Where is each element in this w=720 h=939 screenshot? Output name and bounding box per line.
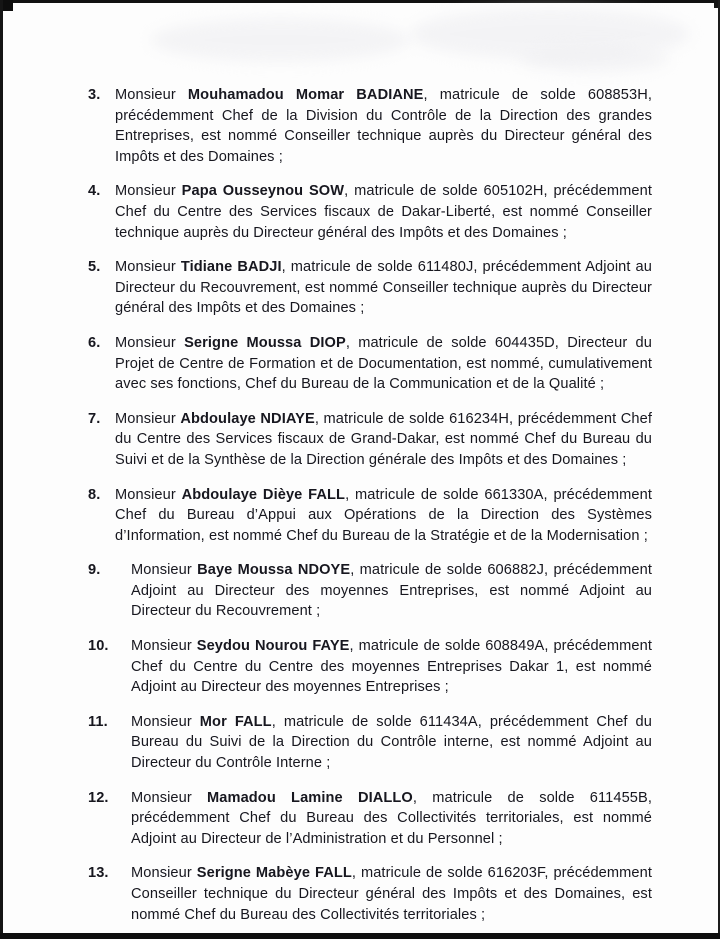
person-name: Mamadou Lamine DIALLO (207, 789, 413, 806)
appointment-item (88, 181, 652, 243)
item-number: 11. (88, 713, 108, 730)
item-number: 10. (88, 638, 109, 655)
item-rest: , matricule de solde 608849A, précédemment Chef du Centre du Centre des moyennes Entreprises Dakar 1, est nommé Adjoint au Directeur des moyennes Entreprises ; (131, 638, 652, 696)
item-text (115, 409, 652, 471)
item-text (131, 863, 652, 925)
item-prefix: Monsieur (115, 87, 188, 103)
item-text (131, 712, 652, 774)
item-rest: , matricule de solde 661330A, précédemment Chef du Bureau d’Appui aux Opérations de la Direction des Systèmes d’Information, est nommé Chef du Bureau de la Stratégie et de la Modernisation ; (115, 486, 652, 544)
appointment-item (88, 85, 652, 167)
item-rest: , matricule de solde 606882J, précédemment Adjoint au Directeur des moyennes Entreprises, est nommé Adjoint au Directeur du Recouvrement ; (131, 562, 652, 620)
item-rest: , matricule de solde 604435D, Directeur du Projet de Centre de Formation et de Documentation, est nommé, cumulativement avec ses fonctions, Chef du Bureau de la Communication et de la Qualité ; (115, 334, 652, 393)
person-name: Tidiane BADJI (180, 259, 282, 276)
item-rest: , matricule de solde 616203F, précédemment Conseiller technique du Directeur général des Impôts et des Domaines, est nommé Chef du Bureau des Collectivités territoriales ; (131, 865, 652, 923)
item-rest: , matricule de solde 611455B, précédemment Chef du Bureau des Collectivités territoriales, est nommé Adjoint au Directeur de l’Administration et du Personnel ; (131, 789, 652, 847)
item-text (115, 257, 652, 319)
appointment-item (88, 863, 652, 925)
item-text (115, 181, 652, 243)
person-name: Seydou Nourou FAYE (196, 638, 350, 655)
person-name: Serigne Mabèye FALL (196, 865, 352, 882)
appointment-item (88, 409, 652, 471)
item-rest: , matricule de solde 605102H, précédemment Chef du Centre des Services fiscaux de Dakar-Liberté, est nommé Conseiller technique auprès du Directeur général des Impôts et des Domaines ; (115, 183, 653, 241)
appointment-item (88, 788, 652, 850)
item-number: 9. (88, 562, 101, 579)
item-prefix: Monsieur (115, 486, 182, 503)
appointment-item (88, 636, 652, 698)
item-text (115, 333, 652, 395)
item-number: 4. (88, 183, 101, 200)
item-rest: , matricule de solde 616234H, précédemment Chef du Centre des Services fiscaux de Grand-Dakar, est nommé Chef du Bureau du Suivi et de la Synthèse de la Direction générale des Impôts et des Domaines ; (115, 410, 652, 468)
item-prefix: Monsieur (131, 865, 197, 882)
item-text (115, 85, 652, 167)
item-number: 5. (88, 259, 101, 276)
appointment-item (88, 333, 652, 395)
scan-border-left (0, 0, 3, 939)
person-name: Papa Ousseynou SOW (181, 183, 345, 200)
person-name: Mor FALL (199, 713, 272, 730)
item-prefix: Monsieur (115, 259, 181, 276)
scan-border-top (0, 0, 720, 3)
person-name: Serigne Moussa DIOP (184, 334, 346, 351)
scan-border-bottom (0, 933, 720, 939)
item-text (131, 636, 652, 698)
item-prefix: Monsieur (115, 183, 182, 200)
person-name: Abdoulaye Dièye FALL (181, 486, 346, 503)
item-number: 3. (88, 87, 101, 103)
item-prefix: Monsieur (131, 562, 198, 579)
item-prefix: Monsieur (115, 334, 185, 351)
item-number: 13. (88, 865, 109, 882)
appointment-item (88, 485, 652, 547)
item-number: 12. (88, 789, 109, 806)
item-rest: , matricule de solde 611480J, précédemment Adjoint au Directeur du Recouvrement, est nommé Conseiller technique auprès du Directeur général des Impôts et des Domaines ; (115, 259, 652, 317)
item-prefix: Monsieur (115, 410, 181, 427)
person-name: Abdoulaye NDIAYE (180, 410, 315, 427)
item-text (131, 788, 652, 850)
item-prefix: Monsieur (131, 713, 200, 730)
appointment-item (88, 257, 652, 319)
person-name: Mouhamadou Momar BADIANE (187, 87, 424, 103)
item-text (131, 560, 652, 622)
item-prefix: Monsieur (131, 638, 197, 655)
appointment-item (88, 712, 652, 774)
item-rest: , matricule de solde 611434A, précédemment Chef du Bureau du Suivi de la Direction du Contrôle interne, est nommé Adjoint au Directeur du Contrôle Interne ; (131, 713, 652, 772)
item-text (115, 485, 652, 547)
item-number: 7. (88, 410, 101, 427)
item-number: 6. (88, 334, 101, 351)
item-rest: , matricule de solde 608853H, précédemment Chef de la Division du Contrôle de la Direction des grandes Entreprises, est nommé Conseiller technique auprès du Directeur général des Impôts et des Domaines ; (115, 87, 652, 165)
person-name: Baye Moussa NDOYE (197, 562, 351, 579)
item-prefix: Monsieur (131, 789, 208, 806)
appointment-item (88, 560, 652, 622)
item-number: 8. (88, 486, 101, 503)
